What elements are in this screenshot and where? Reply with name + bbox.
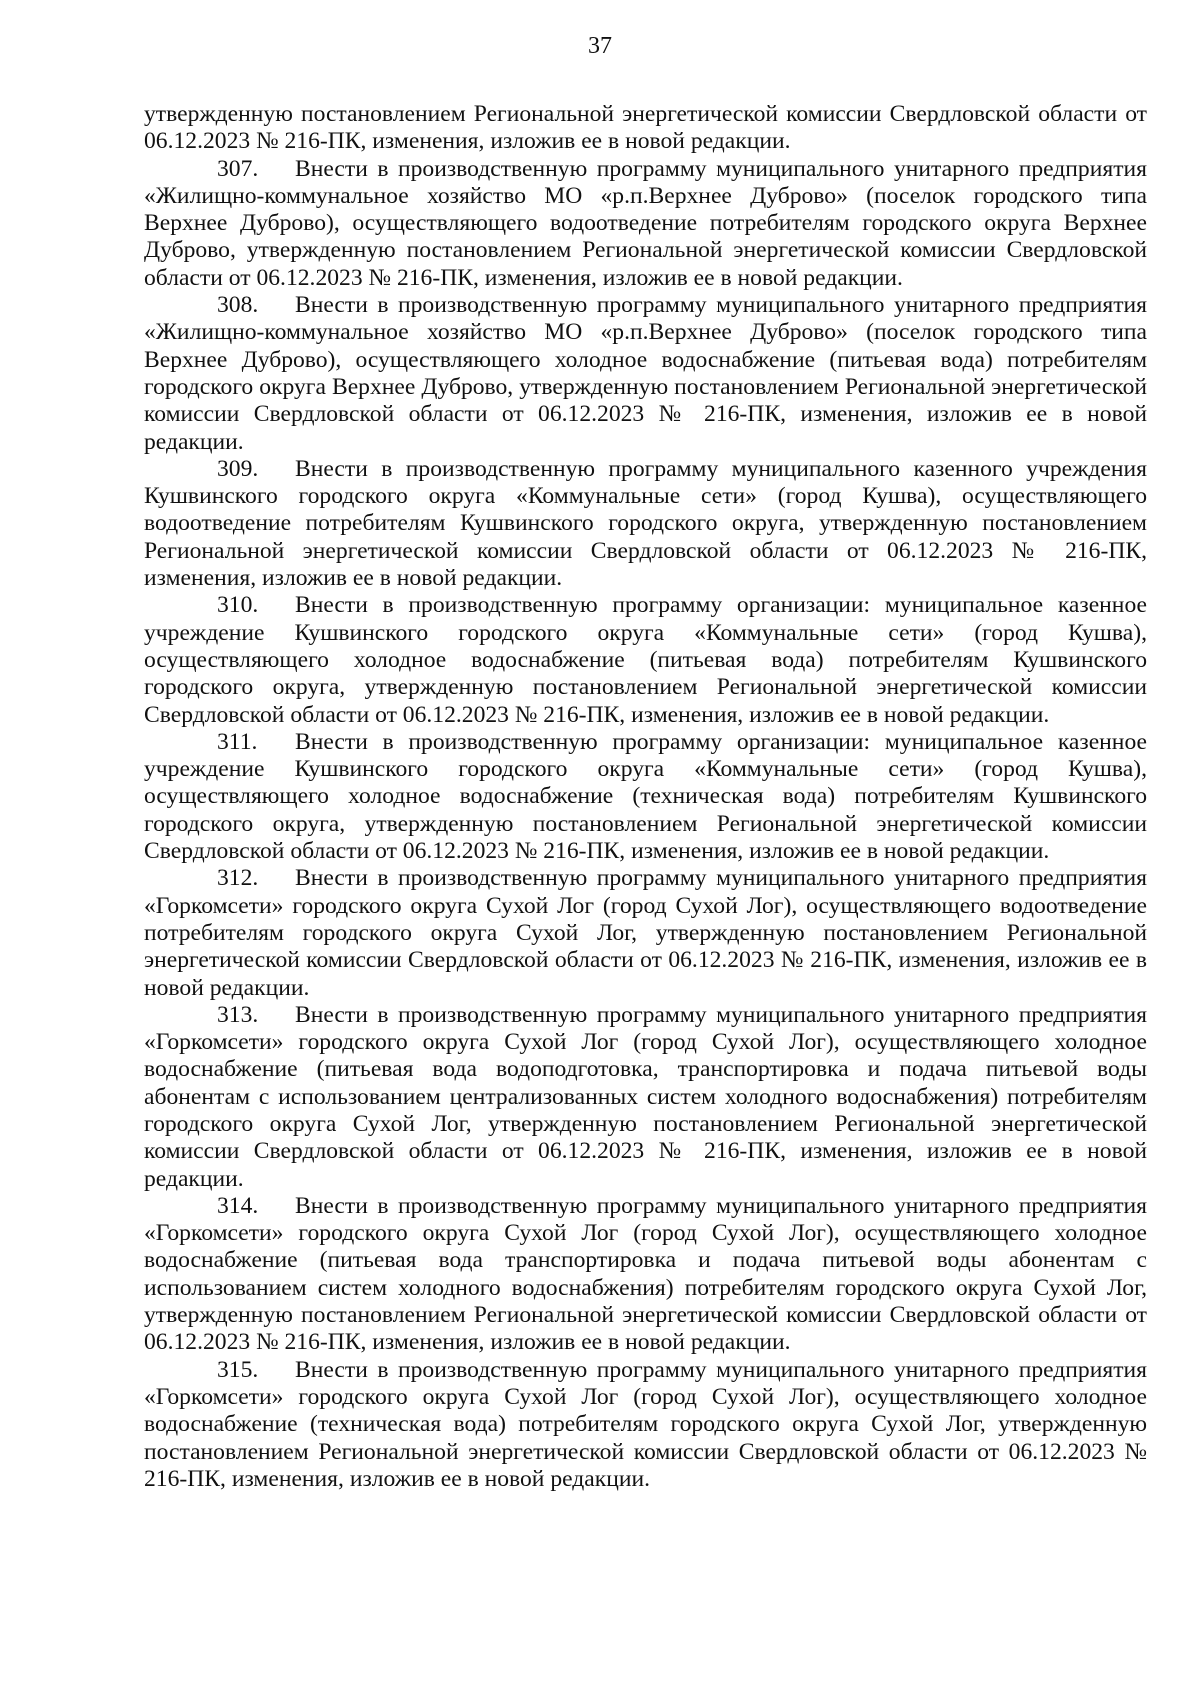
item-number: 307. <box>217 155 259 182</box>
list-item <box>144 156 1147 292</box>
item-number: 309. <box>217 455 259 482</box>
list-item <box>144 292 1147 456</box>
item-number: 308. <box>217 292 259 319</box>
page-number: 37 <box>588 33 612 59</box>
list-item <box>144 456 1147 592</box>
item-text: Внести в производственную программу муниципального унитарного предприятия «Горкомсети» городского округа Сухой Лог (город Сухой Лог), осуществляющего холодное водоснабжение (питьевая вода транспортировка и подача питьевой воды абонентам с использованием систем холодного водоснабжения) потребителям городского округа Сухой Лог, утвержденную постановлением Региональной энергетической комиссии Свердловской области от 06.12.2023 № 216-ПК, изменения, изложив ее в новой редакции. <box>144 1192 1147 1356</box>
list-item <box>144 1002 1147 1193</box>
list-item <box>144 1193 1147 1357</box>
item-number: 311. <box>217 728 258 755</box>
item-number: 310. <box>217 592 259 619</box>
item-text: Внести в производственную программу организации: муниципальное казенное учреждение Кушвинского городского округа «Коммунальные сети» (город Кушва), осуществляющего холодное водоснабжение (питьевая вода) потребителям Кушвинского городского округа, утвержденную постановлением Региональной энергетической комиссии Свердловской области от 06.12.2023 № 216-ПК, изменения, изложив ее в новой редакции. <box>144 592 1147 728</box>
item-text: Внести в производственную программу организации: муниципальное казенное учреждение Кушвинского городского округа «Коммунальные сети» (город Кушва), осуществляющего холодное водоснабжение (техническая вода) потребителям Кушвинского городского округа, утвержденную постановлением Региональной энергетической комиссии Свердловской области от 06.12.2023 № 216-ПК, изменения, изложив ее в новой редакции. <box>144 728 1147 865</box>
item-number: 314. <box>217 1192 259 1219</box>
item-number: 315. <box>217 1356 259 1383</box>
continuation-paragraph: утвержденную постановлением Региональной энергетической комиссии Свердловской области от 06.12.2023 № 216-ПК, изменения, изложив ее в новой редакции. <box>144 101 1147 155</box>
list-item <box>144 1357 1147 1493</box>
list-item <box>144 592 1147 728</box>
item-number: 313. <box>217 1001 259 1028</box>
item-number: 312. <box>217 865 259 892</box>
item-text: Внести в производственную программу муниципального унитарного предприятия «Жилищно-коммунальное хозяйство МО «р.п.Верхнее Дуброво» (поселок городского типа Верхнее Дуброво), осуществляющего холодное водоснабжение (питьевая вода) потребителям городского округа Верхнее Дуброво, утвержденную постановлением Региональной энергетической комиссии Свердловской области от 06.12.2023 № 216-ПК, изменения, изложив ее в новой редакции. <box>144 292 1147 455</box>
item-text: Внести в производственную программу муниципального унитарного предприятия «Горкомсети» городского округа Сухой Лог (город Сухой Лог), осуществляющего водоотведение потребителям городского округа Сухой Лог, утвержденную постановлением Региональной энергетической комиссии Свердловской области от 06.12.2023 № 216-ПК, изменения, изложив ее в новой редакции. <box>144 865 1147 1001</box>
document-body <box>144 101 1147 1493</box>
item-text: Внести в производственную программу муниципального унитарного предприятия «Горкомсети» городского округа Сухой Лог (город Сухой Лог), осуществляющего холодное водоснабжение (питьевая вода водоподготовка, транспортировка и подача питьевой воды абонентам с использованием централизованных систем холодного водоснабжения) потребителям городского округа Сухой Лог, утвержденную постановлением Региональной энергетической комиссии Свердловской области от 06.12.2023 № 216-ПК, изменения, изложив ее в новой редакции. <box>144 1001 1147 1192</box>
list-item <box>144 729 1147 865</box>
item-text: Внести в производственную программу муниципального унитарного предприятия «Жилищно-коммунальное хозяйство МО «р.п.Верхнее Дуброво» (поселок городского типа Верхнее Дуброво), осуществляющего водоотведение потребителям городского округа Верхнее Дуброво, утвержденную постановлением Региональной энергетической комиссии Свердловской области от 06.12.2023 № 216-ПК, изменения, изложив ее в новой редакции. <box>144 155 1147 291</box>
list-item <box>144 865 1147 1001</box>
item-text: Внести в производственную программу муниципального казенного учреждения Кушвинского городского округа «Коммунальные сети» (город Кушва), осуществляющего водоотведение потребителям Кушвинского городского округа, утвержденную постановлением Региональной энергетической комиссии Свердловской области от 06.12.2023 № 216-ПК, изменения, изложив ее в новой редакции. <box>144 455 1147 592</box>
item-text: Внести в производственную программу муниципального унитарного предприятия «Горкомсети» городского округа Сухой Лог (город Сухой Лог), осуществляющего холодное водоснабжение (техническая вода) потребителям городского округа Сухой Лог, утвержденную постановлением Региональной энергетической комиссии Свердловской области от 06.12.2023 № 216-ПК, изменения, изложив ее в новой редакции. <box>144 1356 1147 1492</box>
